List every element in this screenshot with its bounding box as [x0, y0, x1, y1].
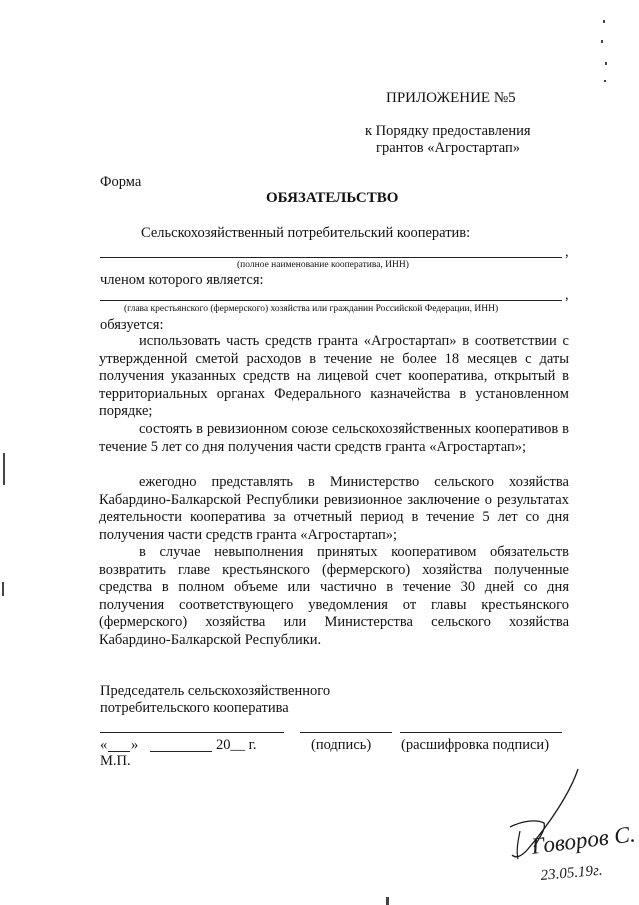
- month-blank: [150, 751, 212, 752]
- year-field: 20__ г.: [216, 737, 257, 753]
- member-caption: (глава крестьянского (фермерского) хозяйства или гражданин Российской Федерации, ИНН): [124, 304, 499, 314]
- chair-line-2: потребительского кооператива: [100, 700, 289, 716]
- scan-dot: [604, 80, 606, 82]
- scan-edge-mark: [2, 582, 4, 596]
- cooperative-caption: (полное наименование кооператива, ИНН): [237, 260, 409, 270]
- cooperative-name-line: [100, 257, 562, 258]
- appendix-heading: ПРИЛОЖЕНИЕ №5: [386, 90, 516, 106]
- date-close-quote: »: [131, 737, 139, 753]
- date-open-quote: «: [100, 737, 108, 753]
- signature-label: (подпись): [311, 737, 372, 753]
- scan-dot: [601, 40, 603, 43]
- document-title: ОБЯЗАТЕЛЬСТВО: [266, 190, 399, 206]
- chair-underline: [100, 732, 284, 733]
- reference-line-2: грантов «Агростартап»: [376, 140, 521, 156]
- line1-comma: ,: [565, 244, 569, 260]
- decode-line: [400, 732, 562, 733]
- line2-comma: ,: [565, 287, 569, 303]
- reference-line-1: к Порядку предоставления: [365, 123, 531, 139]
- obligation-paragraph-1: использовать часть средств гранта «Агростартап» в соответствии с утвержденной сметой расходов в течение не более 18 месяцев с даты получения указанных средств на лицевой счет кооператива, открытый в территориальных органах Федерального казначейства в установленном порядке;: [99, 333, 569, 420]
- intro-text: Сельскохозяйственный потребительский кооператив:: [141, 225, 471, 241]
- member-name-line: [100, 300, 562, 301]
- chair-line-1: Председатель сельскохозяйственного: [100, 683, 331, 699]
- handwritten-name: Говоров С.: [530, 821, 637, 859]
- scan-edge-mark: [3, 453, 5, 485]
- signature-line: [300, 732, 392, 733]
- obligation-paragraph-3: ежегодно представлять в Министерство сельского хозяйства Кабардино-Балкарской Республики ревизионное заключение о результатах деятельности кооператива за отчетный период в течение 5 лет со дня получения части средств гранта «Агростартап»;: [99, 474, 569, 543]
- obligation-paragraph-4: в случае невыполнения принятых кооперативом обязательств возвратить главе крестьянского (фермерского) хозяйства полученные средства в полном объеме или частично в течение 30 дней со дня получения соответствующего уведомления от главы крестьянского (фермерского) хозяйства или Министерства сельского хозяйства Кабардино-Балкарской Республики.: [99, 544, 569, 648]
- scan-edge-mark: [386, 897, 389, 905]
- obligation-paragraph-2: состоять в ревизионном союзе сельскохозяйственных кооперативов в течение 5 лет со дня получения части средств гранта «Агростартап»;: [99, 421, 569, 455]
- decode-label: (расшифровка подписи): [401, 737, 550, 753]
- obliges-text: обязуется:: [100, 317, 164, 333]
- handwritten-date: 23.05.19г.: [540, 862, 604, 884]
- form-label: Форма: [100, 174, 142, 190]
- scan-dot: [605, 62, 607, 65]
- stamp-mark: М.П.: [100, 753, 131, 769]
- scan-dot: [603, 20, 605, 23]
- member-text: членом которого является:: [100, 272, 264, 288]
